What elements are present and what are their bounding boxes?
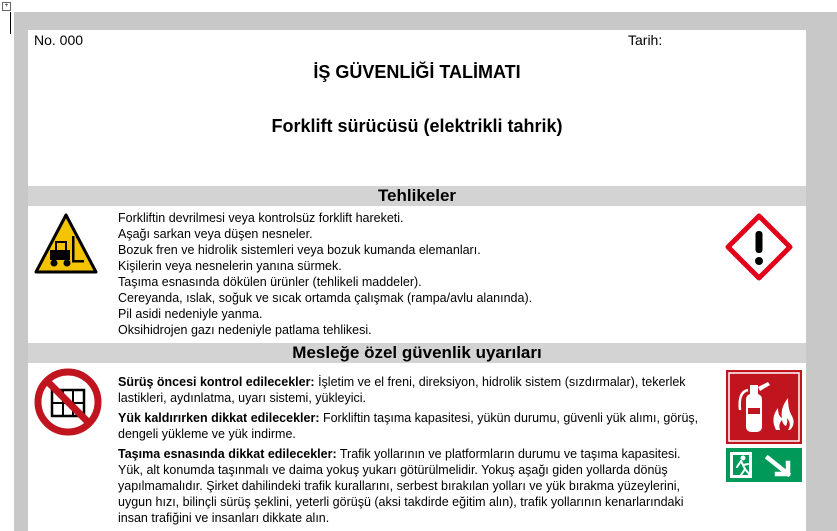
document-number: No. 000: [34, 32, 84, 48]
rules-heading: Mesleğe özel güvenlik uyarıları: [28, 343, 806, 363]
rules-list: [118, 374, 708, 530]
hazard-item: Bozuk fren ve hidrolik sistemleri veya bozuk kumanda elemanları.: [118, 243, 481, 257]
hazard-item: Forkliftin devrilmesi veya kontrolsüz forklift hareketi.: [118, 211, 404, 225]
rule-text: Forkliftin taşıma kapasitesi, yükün durumu, güvenli yük alımı, görüş, dengeli yükleme ve yük indirme.: [118, 411, 699, 441]
page-title: İŞ GÜVENLİĞİ TALİMATI: [313, 62, 521, 82]
rule-label: Sürüş öncesi kontrol edilecekler:: [118, 375, 315, 389]
hazard-item: Oksihidrojen gazı nedeniyle patlama tehlikesi.: [118, 323, 372, 337]
rule-text: İşletim ve el freni, direksiyon, hidrolik sistem (sızdırmalar), tekerlek lastikleri, aydınlatma, uyarı sistemi, yükleyici.: [118, 375, 686, 405]
rule-text: Trafik yollarının ve platformların durumu ve taşıma kapasitesi. Yük, alt konumda taşınmalı ve daima yokuş yukarı götürülmelidir. Yokuş aşağı giden yollarda dönüş yapılmamalıdır. Şirket dahilindeki trafik kurallarını, serbest bırakılan yolları ve yük bırakma yüzeylerini, uygun hızı, bilinçli sürüş şeklini, yeterli görüşü (aksi takdirde eğitim alın), trafik yollarının kenarlarındaki insan trafiğini ve insanları dikkate alın.: [118, 447, 684, 525]
hazard-item: Cereyanda, ıslak, soğuk ve sıcak ortamda çalışmak (rampa/avlu alanında).: [118, 291, 533, 305]
text-cursor: [10, 12, 11, 34]
hazard-item: Taşıma esnasında dökülen ürünler (tehlikeli maddeler).: [118, 275, 422, 289]
forklift-warning-icon: [34, 212, 98, 278]
hazard-item: Aşağı sarkan veya düşen nesneler.: [118, 227, 313, 241]
rule-item: [118, 374, 708, 406]
hazard-item: Kişilerin veya nesnelerin yanına sürmek.: [118, 259, 342, 273]
rule-item: [118, 410, 708, 442]
move-handle-icon[interactable]: +: [2, 2, 11, 11]
rule-item: [118, 446, 708, 526]
document-page: [28, 30, 806, 531]
no-stacking-prohibition-icon: [34, 368, 102, 436]
fire-extinguisher-icon: [726, 370, 802, 444]
date-label: Tarih:: [628, 32, 663, 48]
rule-label: Yük kaldırırken dikkat edilecekler:: [118, 411, 320, 425]
hazards-heading: Tehlikeler: [28, 186, 806, 206]
ghs-exclamation-icon: [724, 212, 794, 282]
page-subtitle: Forklift sürücüsü (elektrikli tahrik): [271, 116, 563, 136]
rule-label: Taşıma esnasında dikkat edilecekler:: [118, 447, 337, 461]
hazards-list: [118, 210, 678, 338]
hazard-item: Pil asidi nedeniyle yanma.: [118, 307, 263, 321]
emergency-exit-icon: [726, 448, 802, 482]
